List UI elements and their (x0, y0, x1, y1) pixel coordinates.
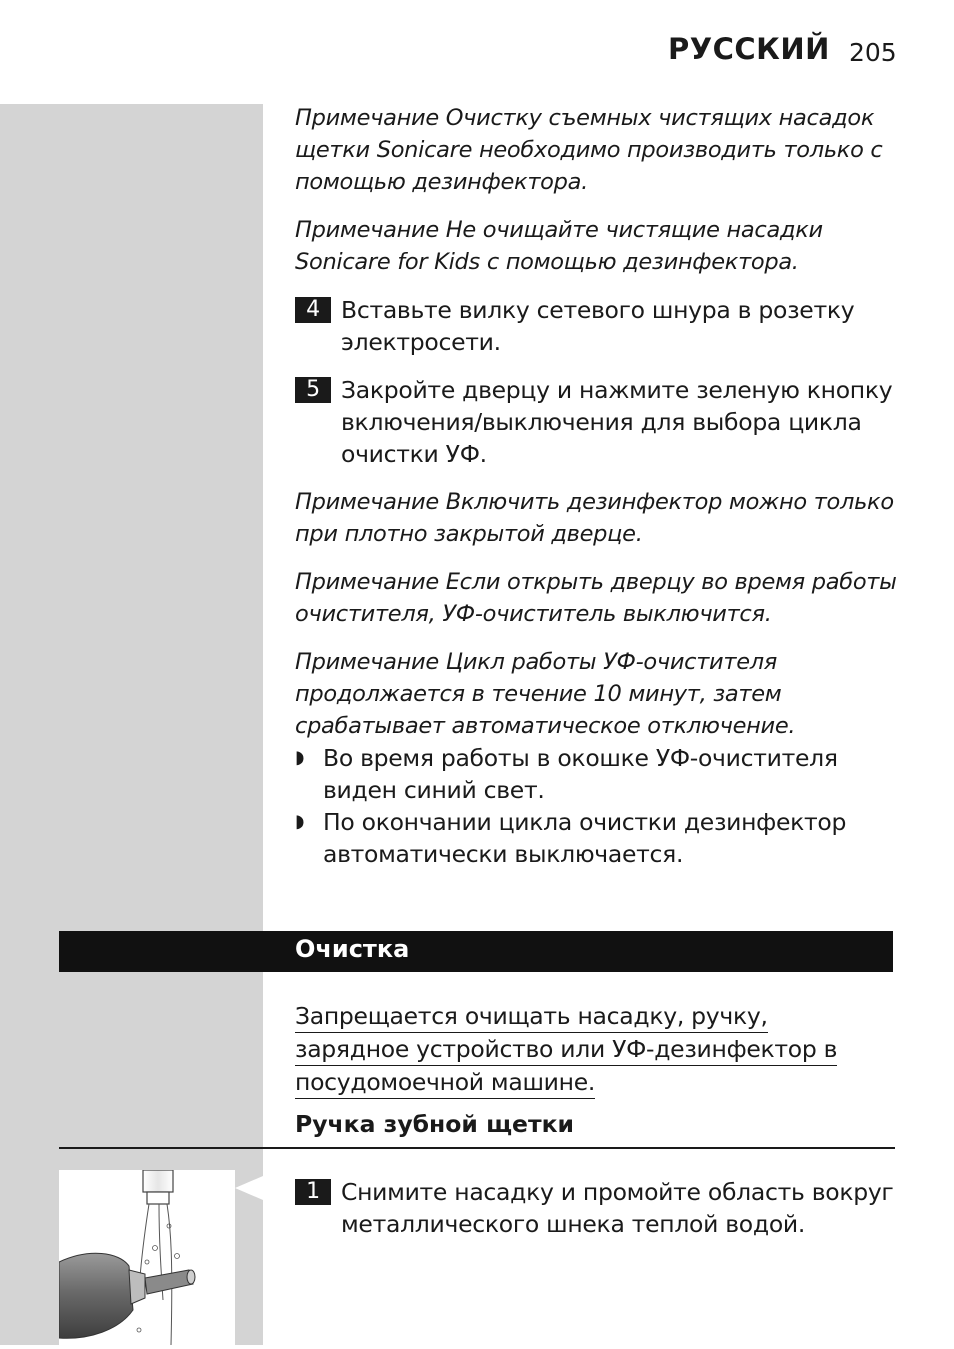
note-paragraph: Примечание Не очищайте чистящие насадки Sonicare for Kids с помощью дезинфектора. (295, 217, 823, 275)
step-number-badge: 1 (295, 1179, 331, 1205)
bullet-item (295, 806, 905, 870)
callout-pointer (235, 1176, 263, 1200)
section-title: Очистка (295, 935, 410, 963)
header-language: РУССКИЙ (668, 32, 830, 66)
warning-line: Запрещается очищать насадку, ручку, (295, 1001, 768, 1033)
bullet-text: Во время работы в окошке УФ-очистителя виден синий свет. (323, 744, 838, 804)
step-item (295, 1176, 941, 1240)
section-header-bar (59, 931, 893, 972)
illustration-graphic (59, 1170, 235, 1345)
warning-line: зарядное устройство или УФ-дезинфектор в (295, 1034, 837, 1066)
horizontal-rule (59, 1147, 895, 1149)
page-number: 205 (849, 38, 897, 67)
step-text: Закройте дверцу и нажмите зеленую кнопку включения/выключения для выбора цикла очистки УФ. (341, 376, 893, 468)
faucet-rinsing-handle-illustration (59, 1170, 235, 1345)
warning-text (295, 1000, 895, 1099)
triangle-bullet-icon: ◗ (295, 811, 305, 832)
bullet-item (295, 742, 905, 806)
note-paragraph: Примечание Цикл работы УФ-очистителя продолжается в течение 10 минут, затем срабатывает автоматическое отключение. (295, 649, 796, 739)
main-text-column (295, 102, 905, 870)
left-margin-column (0, 104, 263, 1345)
note-paragraph: Примечание Включить дезинфектор можно только при плотно закрытой дверце. (295, 489, 894, 547)
step-text: Снимите насадку и промойте область вокруг металлического шнека теплой водой. (341, 1178, 894, 1238)
step-text: Вставьте вилку сетевого шнура в розетку электросети. (341, 296, 855, 356)
step-item (295, 374, 905, 470)
triangle-bullet-icon: ◗ (295, 747, 305, 768)
note-paragraph: Примечание Очистку съемных чистящих насадок щетки Sonicare необходимо производить только с помощью дезинфектора. (295, 105, 883, 195)
step-number-badge: 4 (295, 297, 331, 323)
step-item (295, 294, 905, 358)
warning-line: посудомоечной машине. (295, 1067, 595, 1099)
subsection-heading: Ручка зубной щетки (295, 1110, 575, 1138)
step-number-badge: 5 (295, 377, 331, 403)
bullet-text: По окончании цикла очистки дезинфектор автоматически выключается. (323, 808, 847, 868)
note-paragraph: Примечание Если открыть дверцу во время работы очистителя, УФ-очиститель выключится. (295, 569, 897, 627)
